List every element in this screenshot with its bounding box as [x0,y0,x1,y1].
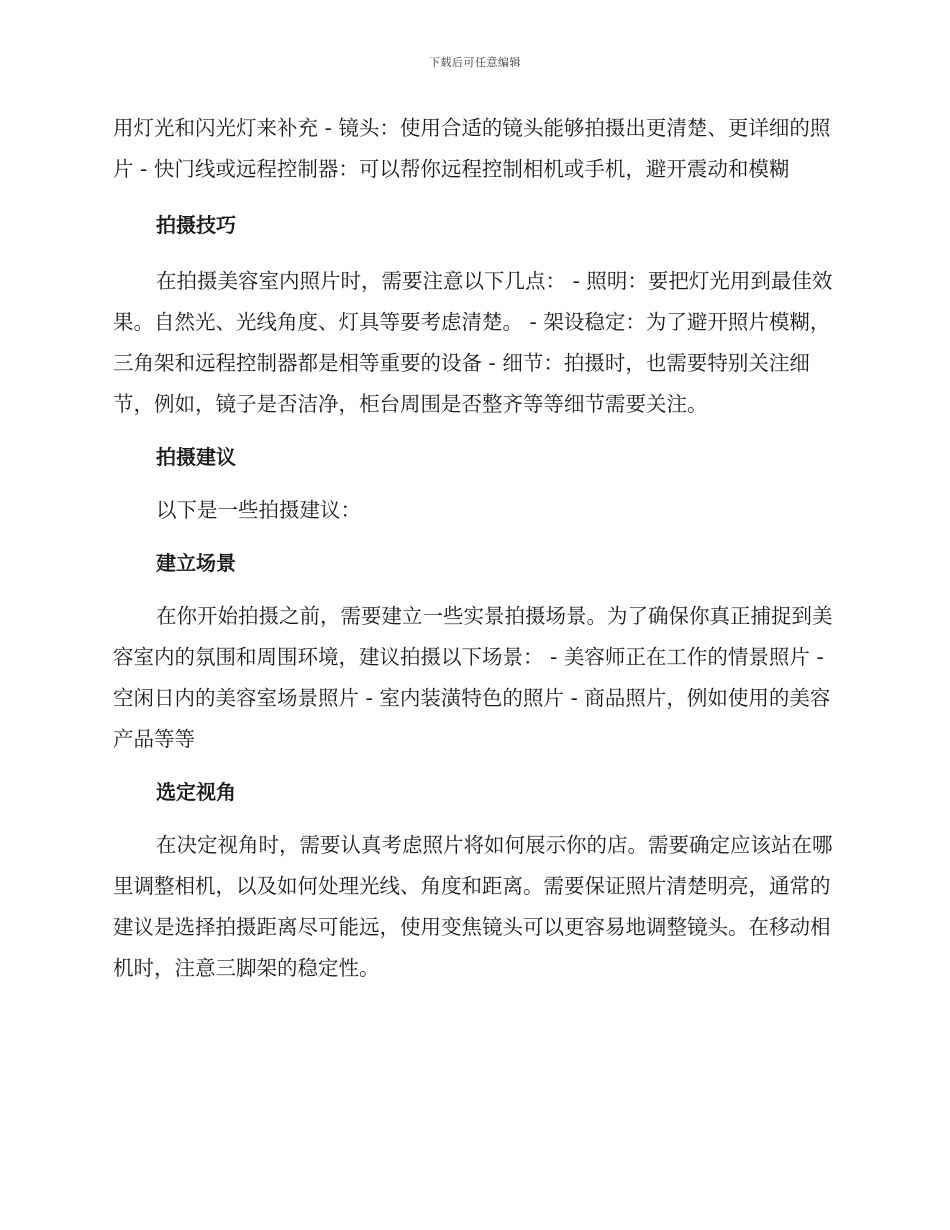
document-body [113,108,833,989]
heading-build-scene: 建立场景 [156,551,236,575]
header-note: 下载后可任意编辑 [429,56,521,69]
paragraph-choose-angle: 在决定视角时，需要认真考虑照片将如何展示你的店。需要确定应该站在哪里调整相机，以及如何处理光线、角度和距离。需要保证照片清楚明亮，通常的建议是选择拍摄距离尽可能远，使用变焦镜头可以更容易地调整镜头。在移动相机时，注意三脚架的稳定性。 [113,833,833,980]
heading-choose-angle: 选定视角 [156,780,236,804]
heading-shooting-tips: 拍摄技巧 [156,213,236,237]
paragraph-shooting-tips: 在拍摄美容室内照片时，需要注意以下几点： - 照明：要把灯光用到最佳效果。自然光、光线角度、灯具等要考虑清楚。 - 架设稳定：为了避开照片模糊，三角架和远程控制器都是相等重要的设备 - 细节：拍摄时，也需要特别关注细节，例如，镜子是否洁净，柜台周围是否整齐等等细节需要关注。 [113,269,833,416]
paragraph-build-scene: 在你开始拍摄之前，需要建立一些实景拍摄场景。为了确保你真正捕捉到美容室内的氛围和周围环境，建议拍摄以下场景： - 美容师正在工作的情景照片 - 空闲日内的美容室场景照片 - 室内装潢特色的照片 - 商品照片，例如使用的美容产品等等 [113,604,833,751]
heading-shooting-advice: 拍摄建议 [156,445,236,469]
paragraph-equipment: 用灯光和闪光灯来补充 - 镜头：使用合适的镜头能够拍摄出更清楚、更详细的照片 - 快门线或远程控制器：可以帮你远程控制相机或手机，避开震动和模糊 [113,116,831,181]
paragraph-advice-intro: 以下是一些拍摄建议： [156,498,361,522]
